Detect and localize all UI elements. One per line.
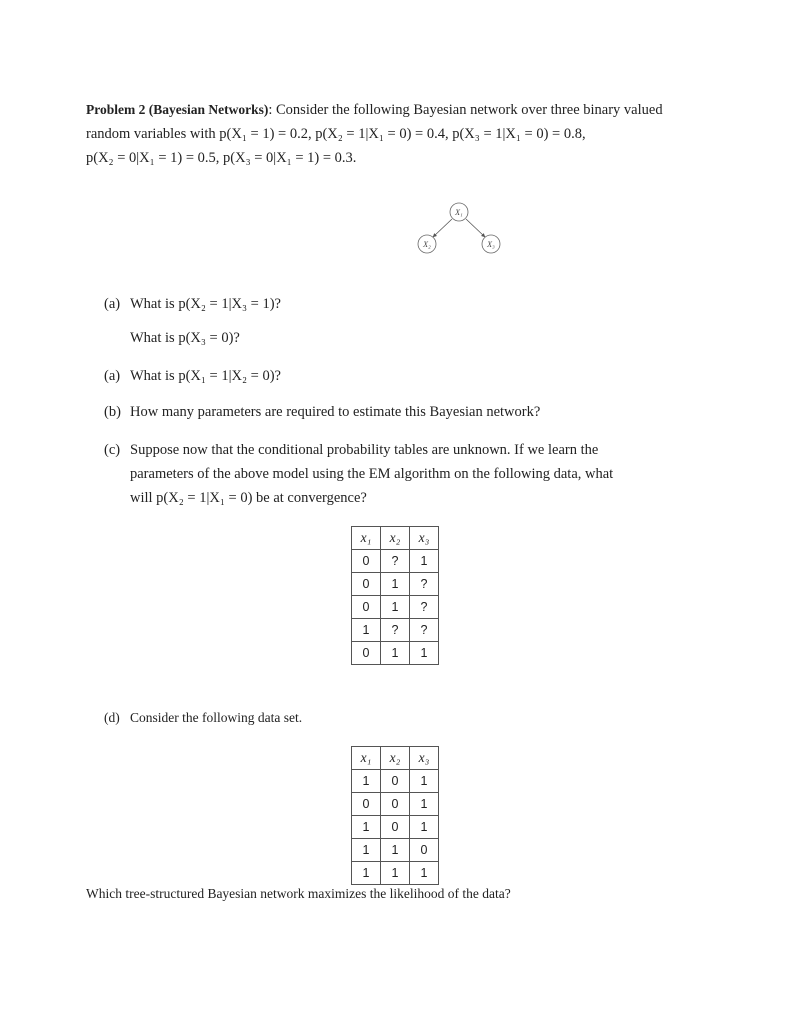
node-x2-label: X₂ [423, 240, 431, 249]
table-cell: 0 [410, 839, 439, 862]
node-x3-label: X₃ [487, 240, 495, 249]
table-cell: 0 [352, 573, 381, 596]
em-data-table [351, 526, 439, 665]
table-row [352, 816, 439, 839]
node-x1-label: X₁ [455, 208, 463, 217]
question-b [104, 400, 540, 424]
table-row [352, 573, 439, 596]
question-a2-text: What is p(X₁ = 1|X₂ = 0)? [130, 368, 281, 384]
table-header-cell: x₂ [381, 527, 410, 550]
question-d-label: (d) [104, 710, 120, 725]
table-cell: 0 [352, 793, 381, 816]
table-row [352, 839, 439, 862]
table-header-cell: x₃ [410, 747, 439, 770]
intro-line-3: p(X₂ = 0|X₁ = 1) = 0.5, p(X₃ = 0|X₁ = 1) = 0.3. [86, 150, 357, 166]
table-cell: 1 [352, 816, 381, 839]
question-c-text-1: Suppose now that the conditional probability tables are unknown. If we learn the [130, 442, 599, 458]
table-cell: 1 [352, 619, 381, 642]
question-b-text: How many parameters are required to estimate this Bayesian network? [130, 404, 541, 420]
question-a1-text: What is p(X₂ = 1|X₃ = 1)? [130, 296, 281, 312]
table-header-cell: x₃ [410, 527, 439, 550]
table-row [352, 550, 439, 573]
question-a2-label: (a) [104, 368, 121, 384]
table-row [352, 770, 439, 793]
final-question: Which tree-structured Bayesian network maximizes the likelihood of the data? [86, 886, 511, 901]
question-c-line-1 [104, 438, 700, 462]
problem-title: Problem 2 (Bayesian Networks) [86, 102, 269, 117]
table-header-row [352, 747, 439, 770]
tree-data-table [351, 746, 439, 885]
table-cell: 1 [410, 642, 439, 665]
intro-text-1: : Consider the following Bayesian network over three binary valued [268, 102, 663, 118]
table-header-cell: x₁ [352, 527, 381, 550]
table-cell: ? [410, 619, 439, 642]
table-row [352, 793, 439, 816]
question-b-label: (b) [104, 404, 121, 420]
question-d-text: Consider the following data set. [130, 710, 303, 725]
table-row [352, 596, 439, 619]
table-cell: 1 [381, 642, 410, 665]
table-row [352, 862, 439, 885]
table-row [352, 619, 439, 642]
edge-x1-x3 [466, 219, 485, 237]
question-a1-sub: What is p(X₃ = 0)? [130, 330, 240, 346]
table-cell: ? [410, 596, 439, 619]
table-cell: 1 [381, 862, 410, 885]
question-c-line-3: will p(X₂ = 1|X₁ = 0) be at convergence? [130, 490, 367, 506]
table-row [352, 642, 439, 665]
table-cell: ? [410, 573, 439, 596]
table-cell: 1 [410, 550, 439, 573]
table-cell: ? [381, 619, 410, 642]
question-c [104, 438, 700, 510]
intro-line-1 [86, 98, 698, 122]
table-header-cell: x₂ [381, 747, 410, 770]
table-cell: 0 [381, 770, 410, 793]
question-a1-label: (a) [104, 296, 121, 312]
question-c-line-2: parameters of the above model using the EM algorithm on the following data, what [130, 466, 614, 482]
table-cell: 0 [352, 550, 381, 573]
intro-line-2: random variables with p(X₁ = 1) = 0.2, p(X₂ = 1|X₁ = 0) = 0.4, p(X₃ = 1|X₁ = 0) = 0.8, [86, 126, 586, 142]
table-cell: 1 [410, 770, 439, 793]
problem-intro [86, 98, 698, 170]
table-cell: 1 [410, 793, 439, 816]
table-cell: 1 [381, 839, 410, 862]
edge-x1-x2 [433, 219, 452, 237]
table-header-cell: x₁ [352, 747, 381, 770]
table-cell: 1 [352, 839, 381, 862]
table-header-row [352, 527, 439, 550]
table-cell: 1 [352, 770, 381, 793]
table-cell: 1 [381, 573, 410, 596]
table-cell: 0 [381, 793, 410, 816]
table-cell: 1 [410, 862, 439, 885]
question-c-label: (c) [104, 442, 121, 458]
table-cell: 1 [352, 862, 381, 885]
question-a1 [104, 292, 281, 316]
table-cell: 0 [352, 596, 381, 619]
bayesian-network-diagram [414, 198, 510, 260]
table-cell: 0 [381, 816, 410, 839]
table-cell: 0 [352, 642, 381, 665]
table-cell: ? [381, 550, 410, 573]
table-cell: 1 [410, 816, 439, 839]
table-cell: 1 [381, 596, 410, 619]
question-a2 [104, 364, 281, 388]
question-d [104, 706, 302, 730]
